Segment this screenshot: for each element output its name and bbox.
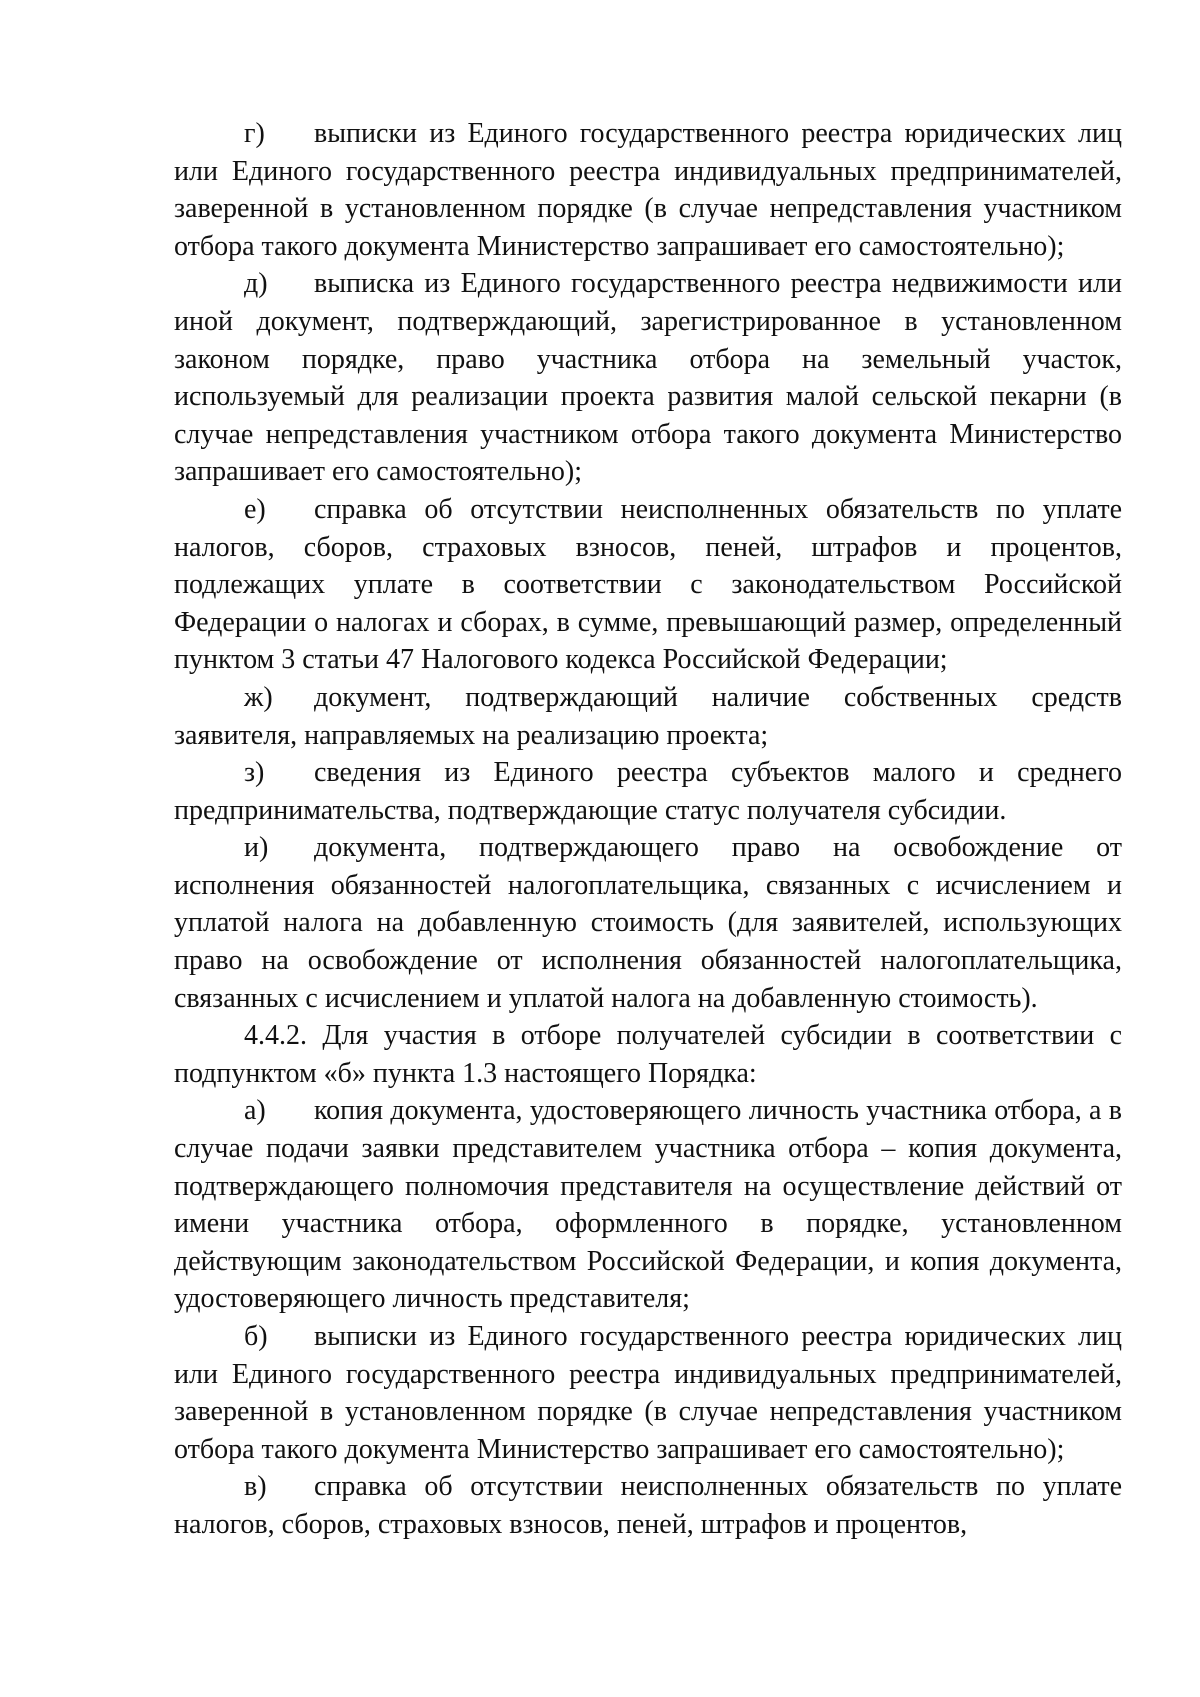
item-marker: ж) (244, 681, 273, 713)
paragraph-d (174, 265, 1122, 491)
paragraph-text: сведения из Единого реестра субъектов малого и среднего предпринимательства, подтверждающие статус получателя субсидии. (174, 757, 1122, 826)
item-marker: в) (244, 1471, 267, 1503)
paragraph-v (174, 1468, 1122, 1543)
paragraph-a (174, 1092, 1122, 1318)
paragraph-text: выписки из Единого государственного реестра юридических лиц или Единого государственного реестра индивидуальных предпринимателей, заверенной в установленном порядке (в случае непредставления участником отбора такого документа Министерство запрашивает его самостоятельно); (174, 118, 1122, 262)
paragraph-section-4-4-2 (174, 1017, 1122, 1092)
item-marker: з) (244, 757, 265, 789)
paragraph-text: выписка из Единого государственного реестра недвижимости или иной документ, подтверждающий, зарегистрированное в установленном законом порядке, право участника отбора на земельный участок, используемый для реализации проекта развития малой сельской пекарни (в случае непредставления участником отбора такого документа Министерство запрашивает его самостоятельно); (174, 268, 1122, 488)
item-marker: а) (244, 1095, 266, 1127)
item-marker: и) (244, 832, 269, 864)
paragraph-z (174, 754, 1122, 829)
paragraph-i (174, 829, 1122, 1017)
paragraph-text: выписки из Единого государственного реестра юридических лиц или Единого государственного реестра индивидуальных предпринимателей, заверенной в установленном порядке (в случае непредставления участником отбора такого документа Министерство запрашивает его самостоятельно); (174, 1321, 1122, 1465)
paragraph-e (174, 491, 1122, 679)
paragraph-text: копия документа, удостоверяющего личность участника отбора, а в случае подачи заявки представителем участника отбора – копия документа, подтверждающего полномочия представителя на осуществление действий от имени участника отбора, оформленного в порядке, установленном действующим законодательством Российской Федерации, и копия документа, удостоверяющего личность представителя; (174, 1095, 1122, 1315)
paragraph-zh (174, 679, 1122, 754)
item-marker: г) (244, 118, 265, 149)
paragraph-text: 4.4.2. Для участия в отборе получателей субсидии в соответствии с подпунктом «б» пункта 1.3 настоящего Порядка: (174, 1020, 1122, 1089)
item-marker: д) (244, 268, 268, 300)
paragraph-b (174, 1318, 1122, 1468)
item-marker: б) (244, 1321, 268, 1352)
document-body (174, 115, 1122, 1544)
item-marker: е) (244, 493, 266, 525)
paragraph-text: документ, подтверждающий наличие собственных средств заявителя, направляемых на реализацию проекта; (174, 681, 1122, 751)
paragraph-g (174, 115, 1122, 265)
paragraph-text: справка об отсутствии неисполненных обязательств по уплате налогов, сборов, страховых взносов, пеней, штрафов и процентов, (174, 1471, 1122, 1540)
paragraph-text: справка об отсутствии неисполненных обязательств по уплате налогов, сборов, страховых взносов, пеней, штрафов и процентов, подлежащих уплате в соответствии с законодательством Российской Федерации о налогах и сборах, в сумме, превышающий размер, определенный пунктом 3 статьи 47 Налогового кодекса Российской Федерации; (174, 493, 1122, 676)
paragraph-text: документа, подтверждающего право на освобождение от исполнения обязанностей налогоплательщика, связанных с исчислением и уплатой налога на добавленную стоимость (для заявителей, использующих право на освобождение от исполнения обязанностей налогоплательщика, связанных с исчислением и уплатой налога на добавленную стоимость). (174, 832, 1122, 1014)
